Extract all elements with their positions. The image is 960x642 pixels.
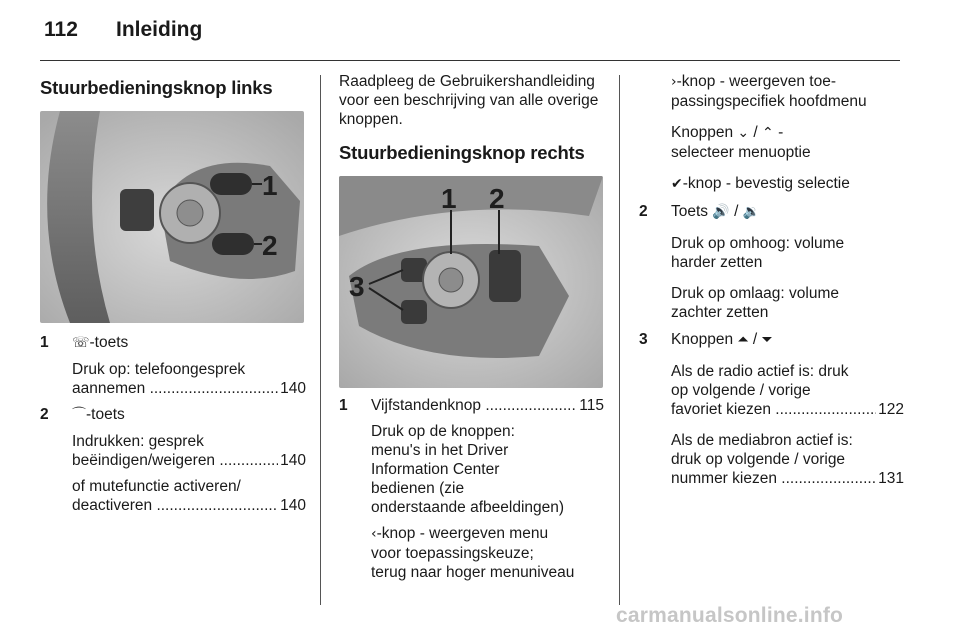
page-ref[interactable]: 122 <box>878 401 904 418</box>
prev-button <box>401 300 427 324</box>
item-lead-line: Vijfstandenknop ..... 115 <box>371 396 604 415</box>
right-column <box>639 72 904 495</box>
volume-down-icon: 🔉 <box>742 204 761 220</box>
chevron-down-icon: ⌄ <box>737 125 750 141</box>
item-desc-line: menu's in het Driver <box>371 442 509 459</box>
item-desc-line: zachter zetten <box>671 304 769 321</box>
intro-text: Raadpleeg de Gebruikershandleiding voor een beschrijving van alle overige knoppen. <box>339 73 599 128</box>
item-lead-line: aannemen ..... 140 <box>72 379 306 398</box>
callout-2: 2 <box>489 183 505 214</box>
item-number: 2 <box>40 406 49 423</box>
item-desc-line: onderstaande afbeeldingen) <box>371 499 565 516</box>
item-desc-line: harder zetten <box>671 254 763 271</box>
callout-3: 3 <box>349 271 365 302</box>
callout-2: 2 <box>262 230 278 261</box>
hangup-button <box>212 233 254 255</box>
item-desc-line: druk op volgende / vorige <box>671 451 846 468</box>
item-number: 1 <box>40 334 49 351</box>
chevron-up-icon: ⌃ <box>762 125 774 141</box>
item-desc-line: op volgende / vorige <box>671 382 811 399</box>
prev-favorite-icon: ⏷ <box>761 332 773 348</box>
page-ref[interactable]: 140 <box>280 497 306 514</box>
right-continuation: ›-knop - weergeven toe- passingspecifiek hoofdmenu Knoppen ⌄ / ⌃ - selecteer menuoptie ✔-knop - bevestig selectie <box>639 72 904 194</box>
chevron-right-icon: › <box>671 74 677 90</box>
page-ref[interactable]: 140 <box>280 452 306 469</box>
next-favorite-icon: ⏶ <box>737 332 749 348</box>
item-desc-line: Als de radio actief is: druk <box>671 363 849 380</box>
left-item-1 <box>40 333 306 398</box>
control-pad-center <box>177 200 203 226</box>
five-way-pad-center <box>439 268 463 292</box>
volume-rocker <box>489 250 521 302</box>
page-number: 112 <box>44 18 78 41</box>
checkmark-icon: ✔ <box>671 176 683 192</box>
left-knob-text: -knop - weergeven menu <box>376 525 549 542</box>
item-label: -toets <box>89 334 129 351</box>
chapter-title: Inleiding <box>116 18 203 41</box>
right-knob-text: -knop - weergeven toe- <box>676 73 836 90</box>
section-heading-left: Stuurbedieningsknop links <box>40 77 273 98</box>
left-steering-control-photo <box>40 111 304 323</box>
phone-button <box>210 173 252 195</box>
item-label: -toets <box>86 406 125 423</box>
item-desc-line: Druk op omlaag: volume <box>671 285 839 302</box>
right-steering-control-photo <box>339 176 603 388</box>
item-desc-line: passingspecifiek hoofdmenu <box>671 93 867 110</box>
middle-column <box>339 72 604 582</box>
page-ref[interactable]: 131 <box>878 470 904 487</box>
item-lead-line: nummer kiezen ..... 131 <box>671 469 904 488</box>
item-desc-line: Druk op: telefoongesprek <box>72 361 246 378</box>
right-item-2: 2 Toets 🔊 / 🔉 Druk op omhoog: volume harder zetten Druk op omlaag: volume zachter zetten <box>639 202 904 322</box>
item-lead-line: beëindigen/weigeren ..... 140 <box>72 451 306 470</box>
right-item-3: 3 Knoppen ⏶ / ⏷ Als de radio actief is: druk op volgende / vorige favoriet kiezen ..... 122 Als de mediabron actief is: druk op volgende / vorige nummer kiezen ..... 131 <box>639 330 904 488</box>
callout-1: 1 <box>262 170 278 201</box>
header-rule <box>40 60 900 61</box>
page-ref[interactable]: 140 <box>280 380 306 397</box>
item-desc-line: of mutefunctie activeren/ <box>72 478 241 495</box>
section-heading-right: Stuurbedieningsknop rechts <box>339 142 585 163</box>
item-desc-line: Information Center <box>371 461 500 478</box>
item-desc-line: Indrukken: gesprek <box>72 433 204 450</box>
phone-icon: ☏ <box>72 335 90 351</box>
item-desc-line: bedienen (zie <box>371 480 465 497</box>
left-item-2 <box>40 405 306 515</box>
item-desc-line: selecteer menuoptie <box>671 144 811 161</box>
rocker-switch <box>120 189 154 231</box>
item-lead-line: favoriet kiezen ..... 122 <box>671 400 904 419</box>
item-number: 2 <box>639 203 648 220</box>
volume-up-icon: 🔊 <box>712 204 730 220</box>
column-divider-1 <box>320 75 321 605</box>
left-column <box>40 72 306 522</box>
item-number: 1 <box>339 397 348 414</box>
chevron-left-icon: ‹ <box>371 526 377 542</box>
callout-1: 1 <box>441 183 457 214</box>
item-desc-line: Druk op de knoppen: <box>371 423 515 440</box>
page-ref[interactable]: 115 <box>579 397 604 414</box>
hangup-icon: ⌒ <box>72 407 86 423</box>
item-desc-line: Als de mediabron actief is: <box>671 432 853 449</box>
item-lead-line: deactiveren ..... 140 <box>72 496 306 515</box>
item-desc-line: terug naar hoger menuniveau <box>371 564 575 581</box>
item-desc-line: voor toepassingskeuze; <box>371 545 534 562</box>
item-desc-line: Druk op omhoog: volume <box>671 235 845 252</box>
column-divider-2 <box>619 75 620 605</box>
item-number: 3 <box>639 331 648 348</box>
check-knob-text: -knop - bevestig selectie <box>682 175 850 192</box>
middle-item-1 <box>339 396 604 582</box>
watermark: carmanualsonline.info <box>616 604 844 627</box>
